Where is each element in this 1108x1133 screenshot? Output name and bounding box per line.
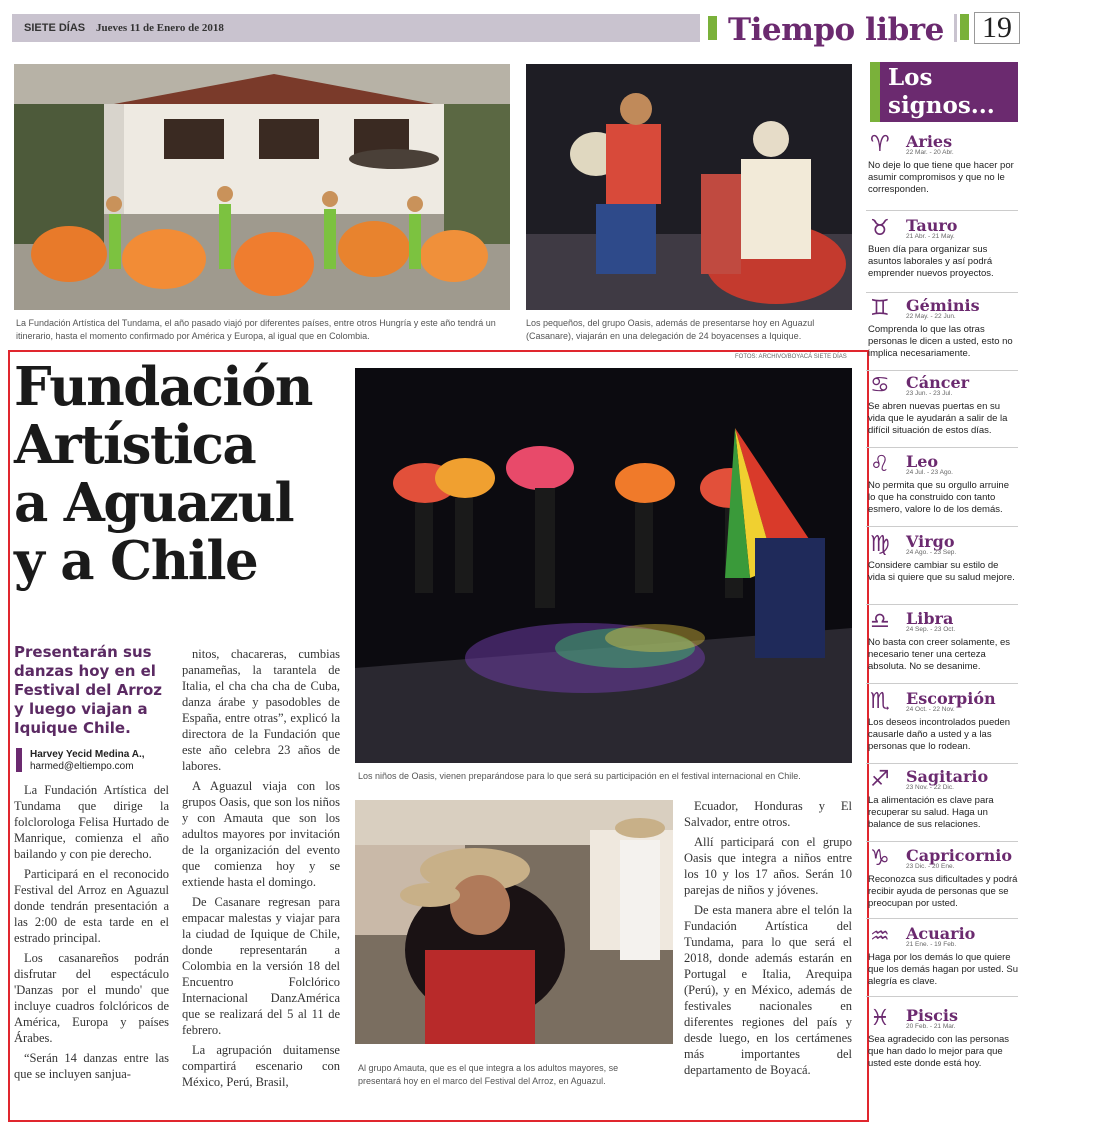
article-author: Harvey Yecid Medina A.,: [30, 749, 145, 760]
sign-name: Acuario: [906, 924, 976, 943]
sign-virgo: [866, 532, 1018, 602]
article-column-2: [182, 646, 340, 1094]
photo-fundacion-outdoor: [14, 64, 510, 310]
article-headline: [14, 358, 344, 590]
page-number: 19: [974, 12, 1020, 44]
section-title: [700, 10, 954, 46]
issue-date: Jueves 11 de Enero de 2018: [96, 22, 224, 34]
sign-text: No basta con creer solamente, es necesario tener una certeza absoluta. No se desanime.: [868, 637, 1011, 672]
sign-capricornio: [866, 846, 1018, 916]
sign-sagitario: [866, 767, 1018, 837]
caption-fundacion-outdoor: La Fundación Artística del Tundama, el año pasado viajó por diferentes países, entre otros Hungría y este año tendrá un itinerario, hasta el momento confirmado por América y Europa, al igual que en Colombia.: [16, 318, 496, 341]
article-column-3: [684, 798, 852, 1082]
caption-oasis-stage: Los niños de Oasis, vienen preparándose para lo que será su participación en el festival internacional en Chile.: [358, 771, 801, 781]
sign-name: Cáncer: [906, 373, 970, 392]
sign-text: Haga por los demás lo que quiere que los demás hagan por usted. Su alegría es clave.: [868, 952, 1018, 987]
cancer-icon: ♋: [870, 373, 890, 398]
paragraph: nitos, chacareras, cumbias panameñas, la tarantela de Italia, el cha cha cha de Cuba, danza árabe y pasodobles de España, entre otras”, explicó la directora de la Fundación que este año celebra 23 años de labores.: [182, 647, 340, 773]
pisces-icon: ♓: [870, 1006, 890, 1031]
section-label: Tiempo libre: [728, 12, 944, 48]
paragraph: La Fundación Artística del Tundama que dirige la folclorologa Felisa Hurtado de Manrique, comienza el año bailando y con pie derecho.: [14, 783, 169, 861]
divider: [866, 210, 1018, 211]
sign-dates: 21 Ene. - 19 Feb.: [906, 941, 957, 948]
sign-name: Piscis: [906, 1006, 958, 1025]
article-column-1: [14, 782, 169, 1086]
divider: [866, 604, 1018, 605]
signs-title-accent: [870, 62, 880, 122]
sign-name: Capricornio: [906, 846, 1013, 865]
divider: [866, 292, 1018, 293]
paragraph: Participará en el reconocido Festival del Arroz en Aguazul donde tendrán presentación a las 2:00 de esta tarde en el estrado principal.: [14, 867, 169, 945]
paragraph: A Aguazul viaja con los grupos Oasis, que son los niños y con Amauta que son los adultos mayores por invitación de la organización del evento que comienza hoy y se extiende hasta el domingo.: [182, 779, 340, 889]
divider: [866, 370, 1018, 371]
sign-acuario: [866, 924, 1018, 994]
signs-title: [888, 64, 995, 120]
sign-aries: [866, 132, 1018, 210]
sagittarius-icon: ♐: [870, 767, 890, 792]
sign-dates: 21 Abr. - 21 May.: [906, 233, 955, 240]
caption-oasis-children: Los pequeños, del grupo Oasis, además de presentarse hoy en Aguazul (Casanare), viajarán en una delegación de 24 boyacenses a Iquique.: [526, 318, 815, 341]
capricorn-icon: ♑: [870, 846, 890, 871]
sign-name: Sagitario: [906, 767, 989, 786]
sign-dates: 23 Dic. - 20 Ene.: [906, 863, 955, 870]
page-number-accent: [960, 14, 969, 40]
photo-oasis-stage: [355, 368, 852, 763]
sign-text: Reconozca sus dificultades y podrá recibir ayuda de personas que se preocupan por usted.: [868, 874, 1018, 909]
headline-line: Fundación: [14, 356, 312, 418]
sign-name: Leo: [906, 452, 939, 471]
taurus-icon: ♉: [870, 216, 890, 241]
photo-amauta-group: [355, 800, 673, 1044]
sign-dates: 20 Feb. - 21 Mar.: [906, 1023, 956, 1030]
sign-name: Tauro: [906, 216, 958, 235]
divider: [866, 841, 1018, 842]
divider: [866, 683, 1018, 684]
sign-text: Se abren nuevas puertas en su vida que le ayudarán a salir de la difícil situación de estos días.: [868, 401, 1008, 436]
sign-geminis: [866, 296, 1018, 366]
aries-icon: ♈: [870, 132, 890, 157]
sign-text: Comprenda lo que las otras personas le dicen a usted, esto no implica necesariamente.: [868, 324, 1013, 359]
paragraph: Los casanareños podrán disfrutar del espectáculo 'Danzas por el mundo' que incluye cuadros folclóricos de América, Europa y países Árabes.: [14, 951, 169, 1045]
sign-cancer: [866, 373, 1018, 443]
page-number-box: [960, 12, 1020, 42]
virgo-icon: ♍: [870, 532, 890, 557]
paragraph: Ecuador, Honduras y El Salvador, entre otros.: [684, 799, 852, 829]
scorpio-icon: ♏: [870, 689, 890, 714]
sign-name: Escorpión: [906, 689, 996, 708]
paragraph: “Serán 14 danzas entre las que se incluyen sanjua-: [14, 1051, 169, 1081]
sign-leo: [866, 452, 1018, 522]
headline-line: a Aguazul: [14, 472, 294, 534]
paragraph: Allí participará con el grupo Oasis que integra a niños entre los 10 y los 17 años. Serán 10 parejas de niños y jóvenes.: [684, 835, 852, 897]
signs-title-line: signos...: [888, 92, 995, 119]
sign-dates: 23 Jun. - 23 Jul.: [906, 390, 953, 397]
photo-credit: FOTOS: ARCHIVO/BOYACÁ SIETE DÍAS: [735, 354, 847, 360]
photo-oasis-children: [526, 64, 852, 310]
sign-dates: 23 Nov. - 22 Dic.: [906, 784, 954, 791]
gemini-icon: ♊: [870, 296, 890, 321]
author-accent: [16, 748, 22, 772]
paragraph: De esta manera abre el telón la Fundación Artística del Tundama, para lo que será el 2018, donde además estarán en Portugal e Italia, Arequipa (Perú), y en México, además de festivales nacionales en diferentes regiones del país y desde luego, en los certámenes más importantes del departamento de Boyacá.: [684, 903, 852, 1077]
sign-name: Libra: [906, 609, 954, 628]
sign-piscis: [866, 1006, 1018, 1076]
sign-text: La alimentación es clave para recuperar su salud. Haga un balance de sus relaciones.: [868, 795, 994, 830]
sign-name: Aries: [906, 132, 953, 151]
sign-dates: 24 Jul. - 23 Ago.: [906, 469, 953, 476]
headline-line: y a Chile: [14, 530, 258, 592]
sign-name: Géminis: [906, 296, 980, 315]
paragraph: La agrupación duitamense compartirá escenario con México, Perú, Brasil,: [182, 1043, 340, 1089]
divider: [866, 763, 1018, 764]
sign-name: Virgo: [906, 532, 955, 551]
divider: [866, 526, 1018, 527]
sign-dates: 22 May. - 22 Jun.: [906, 313, 956, 320]
libra-icon: ♎: [870, 609, 890, 634]
caption-amauta-group: Al grupo Amauta, que es el que integra a los adultos mayores, se presentará hoy en el marco del Festival del Arroz, en Aguazul.: [358, 1063, 619, 1086]
sign-dates: 24 Sep. - 23 Oct.: [906, 626, 956, 633]
sign-text: Los deseos incontrolados pueden causarle daño a usted y a las personas que lo rodean.: [868, 717, 1011, 752]
paragraph: De Casanare regresan para empacar malestas y viajar para la ciudad de Iquique de Chile, donde representarán a Colombia en la versión 18 del Encuentro Folclórico Internacional DanzAmérica que se realizará del 5 al 11 de febrero.: [182, 895, 340, 1037]
divider: [866, 447, 1018, 448]
divider: [866, 918, 1018, 919]
sign-dates: 24 Oct. - 22 Nov.: [906, 706, 955, 713]
sign-text: Sea agradecido con las personas que han dado lo mejor para que usted este donde está hoy.: [868, 1034, 1010, 1069]
sign-dates: 22 Mar. - 20 Abr.: [906, 149, 954, 156]
sign-dates: 24 Ago. - 23 Sep.: [906, 549, 957, 556]
sign-tauro: [866, 216, 1018, 286]
signs-title-line: Los: [888, 64, 933, 91]
headline-line: Artística: [14, 414, 256, 476]
aquarius-icon: ♒: [870, 924, 890, 949]
sign-text: Considere cambiar su estilo de vida si quiere que su salud mejore.: [868, 560, 1015, 583]
leo-icon: ♌: [870, 452, 890, 477]
sign-libra: [866, 609, 1018, 679]
signs-title-box: [870, 62, 1018, 122]
article-subhead: Presentarán sus danzas hoy en el Festival del Arroz y luego viajan a Iquique Chile.: [14, 643, 163, 737]
sign-text: No permita que su orgullo arruine lo que ha construido con tanto esmero, valore lo de los demás.: [868, 480, 1009, 515]
sign-text: Buen día para organizar sus asuntos laborales y así podrá emprender nuevos proyectos.: [868, 244, 994, 279]
sign-text: No deje lo que tiene que hacer por asumir compromisos y que no le corresponden.: [868, 160, 1014, 195]
publication-name: SIETE DÍAS: [24, 22, 86, 34]
sign-escorpion: [866, 689, 1018, 759]
section-accent: [708, 16, 717, 40]
author-email[interactable]: harmed@eltiempo.com: [30, 761, 134, 772]
divider: [866, 996, 1018, 997]
